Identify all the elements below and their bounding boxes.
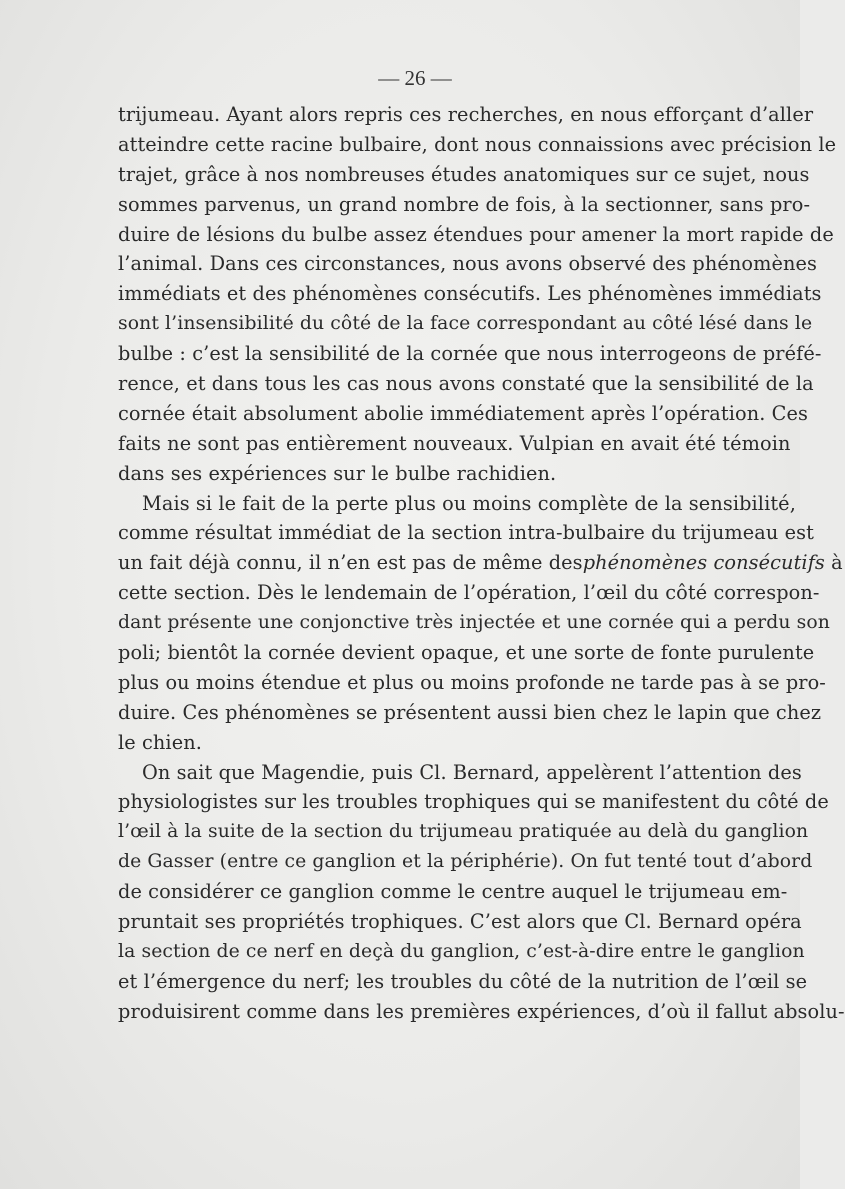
text-line: trijumeau. Ayant alors repris ces recherches, en nous efforçant d’aller (118, 103, 814, 126)
text-line: comme résultat immédiat de la section intra-bulbaire du trijumeau est (118, 521, 814, 545)
text-line: poli; bientôt la cornée devient opaque, et une sorte de fonte purulente (118, 641, 815, 665)
text-line: sommes parvenus, un grand nombre de fois, à la sectionner, sans pro- (118, 192, 811, 216)
text-line: cornée était absolument abolie immédiatement après l’opération. Ces (118, 401, 809, 425)
text-line: duire. Ces phénomènes se présentent aussi bien chez le lapin que chez (118, 700, 822, 724)
text-line: faits ne sont pas entièrement nouveaux. Vulpian en avait été témoin (118, 431, 791, 455)
text-line: et l’émergence du nerf; les troubles du côté de la nutrition de l’œil se (118, 969, 808, 993)
text-line: produisirent comme dans les premières expériences, d’où il fallut absolu- (118, 999, 845, 1023)
text-line: dant présente une conjonctive très injectée et une cornée qui a perdu son (118, 612, 830, 634)
text-line-mixed (118, 548, 843, 578)
text-line: bulbe : c’est la sensibilité de la cornée que nous interrogeons de préfé- (118, 342, 822, 366)
text-line: sont l’insensibilité du côté de la face correspondant au côté lésé dans le (118, 313, 813, 335)
text-line: cette section. Dès le lendemain de l’opération, l’œil du côté correspon- (118, 581, 820, 605)
text-line: l’œil à la suite de la section du trijumeau pratiquée au delà du ganglion (118, 821, 809, 843)
text-line: physiologistes sur les troubles trophiques qui se manifestent du côté de (118, 790, 829, 814)
text-line: pruntait ses propriétés trophiques. C’est alors que Cl. Bernard opéra (118, 910, 802, 934)
text-run: un fait déjà connu, il n’en est pas de même des (118, 551, 583, 575)
text-line: la section de ce nerf en deçà du ganglion, c’est-à-dire entre le ganglion (118, 940, 805, 962)
italic-phrase: phénomènes consécutifs (582, 551, 825, 575)
text-line: rence, et dans tous les cas nous avons constaté que la sensibilité de la (118, 372, 814, 396)
text-line: dans ses expériences sur le bulbe rachidien. (118, 461, 557, 485)
text-line: l’animal. Dans ces circonstances, nous avons observé des phénomènes (118, 252, 818, 276)
text-line: de Gasser (entre ce ganglion et la périphérie). On fut tenté tout d’abord (118, 851, 813, 873)
text-line: immédiats et des phénomènes consécutifs. Les phénomènes immédiats (118, 282, 822, 306)
text-line: atteindre cette racine bulbaire, dont nous connaissions avec précision le (118, 132, 837, 156)
text-line: On sait que Magendie, puis Cl. Bernard, appelèrent l’attention des (142, 760, 802, 784)
text-line: trajet, grâce à nos nombreuses études anatomiques sur ce sujet, nous (118, 162, 810, 186)
text-line: le chien. (118, 730, 202, 754)
text-run: à (824, 551, 843, 575)
text-line: Mais si le fait de la perte plus ou moins complète de la sensibilité, (142, 491, 796, 515)
page-number: — 26 — (378, 66, 452, 90)
text-line: duire de lésions du bulbe assez étendues pour amener la mort rapide de (118, 222, 834, 246)
text-line: plus ou moins étendue et plus ou moins profonde ne tarde pas à se pro- (118, 670, 826, 694)
text-line: de considérer ce ganglion comme le centre auquel le trijumeau em- (118, 880, 788, 904)
body-text (118, 100, 845, 1027)
